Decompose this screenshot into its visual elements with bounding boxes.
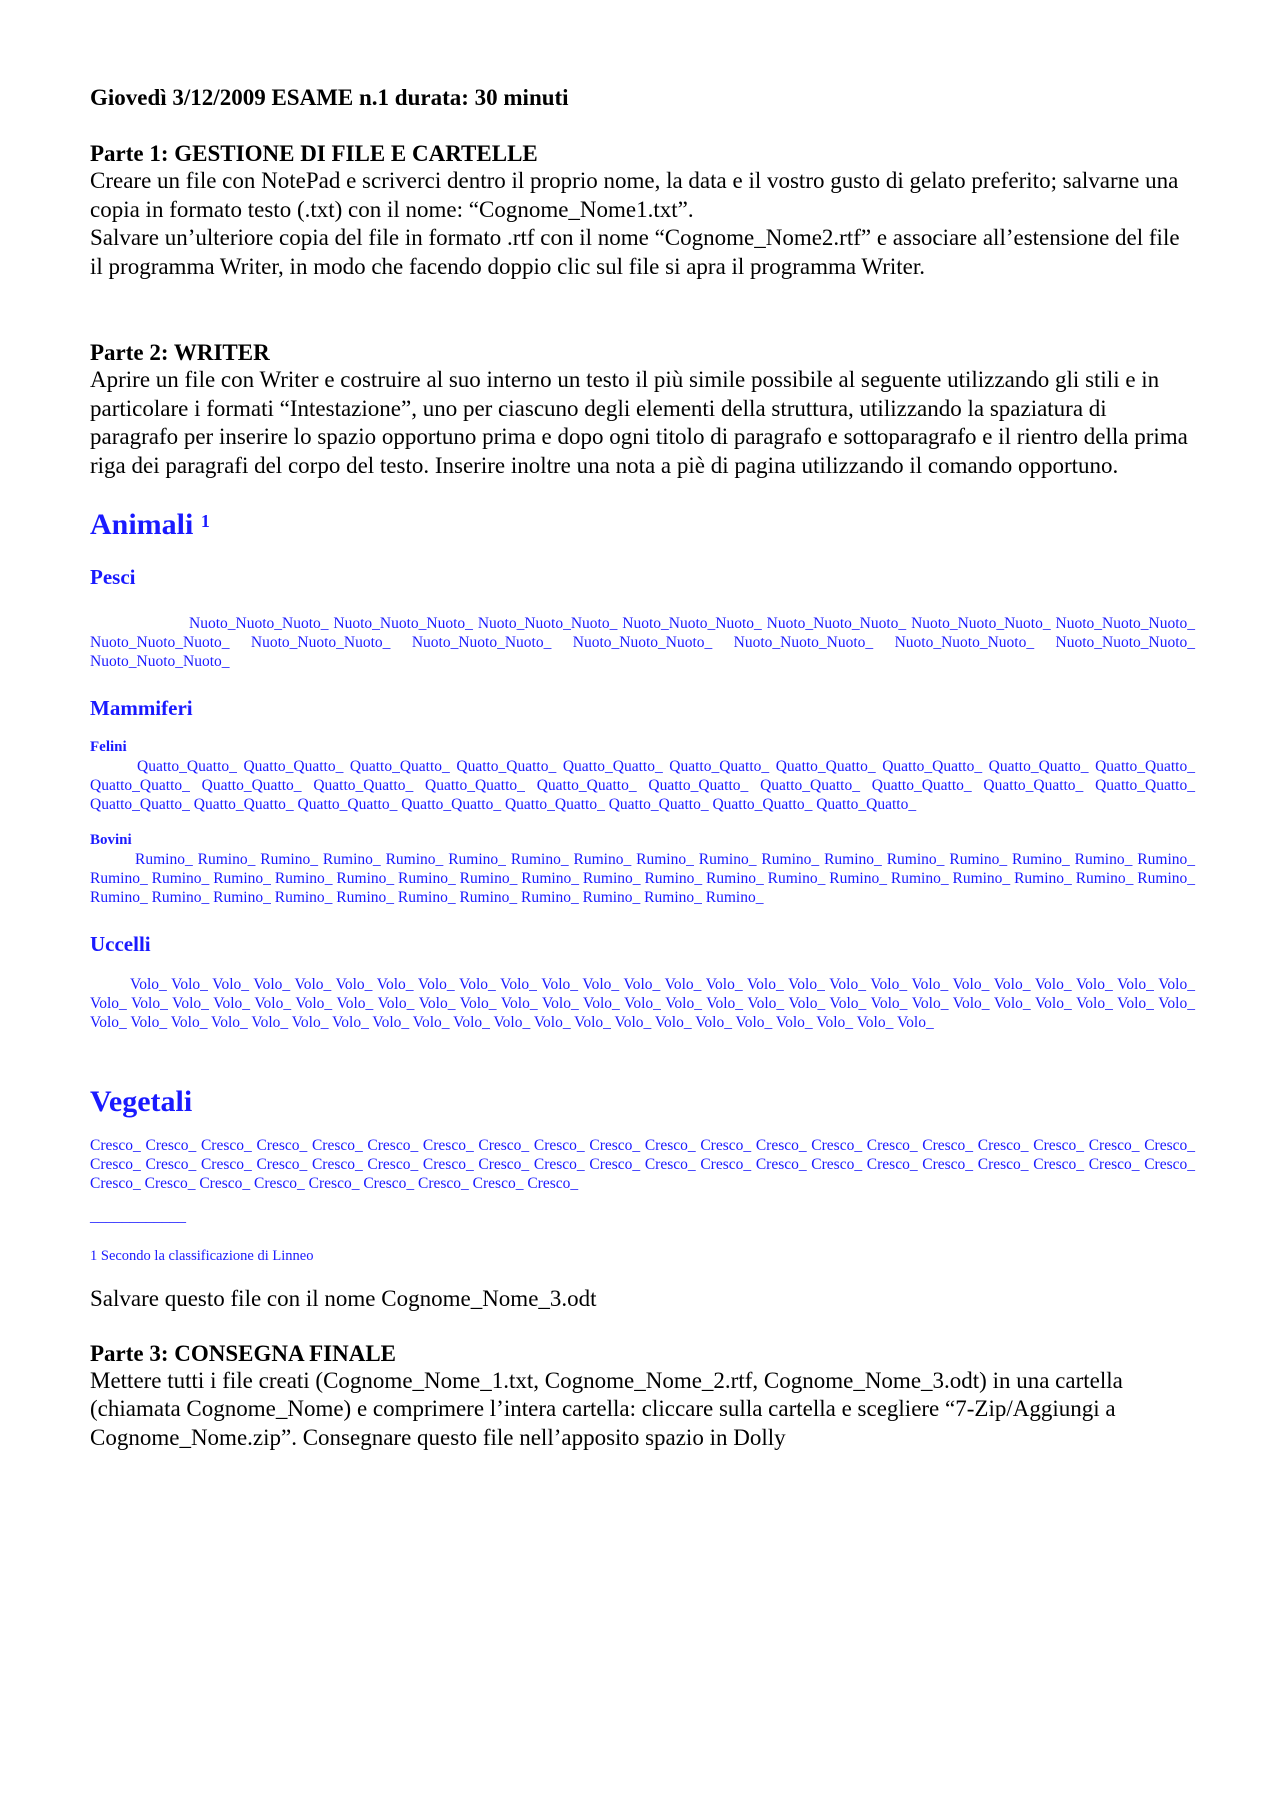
pesci-text: Nuoto_Nuoto_Nuoto_ Nuoto_Nuoto_Nuoto_ Nuoto_Nuoto_Nuoto_ Nuoto_Nuoto_Nuoto_ Nuoto_Nuoto_Nuoto_ Nuoto_Nuoto_Nuoto_ Nuoto_Nuoto_Nuoto_ Nuoto_Nuoto_Nuoto_ Nuoto_Nuoto_Nuoto_ Nuoto_Nuoto_Nuoto_ Nuoto_Nuoto_Nuoto_ Nuoto_Nuoto_Nuoto_ Nuoto_Nuoto_Nuoto_ Nuoto_Nuoto_Nuoto_ Nuoto_Nuoto_Nuoto_ — [90, 615, 1195, 670]
footnote-text: 1 Secondo la classificazione di Linneo — [90, 1248, 314, 1264]
footnote-separator: ____________ — [90, 1208, 186, 1225]
document-page — [90, 84, 1195, 1452]
footnote-ref: 1 — [200, 511, 210, 531]
part3-heading: Parte 3: CONSEGNA FINALE — [90, 1340, 397, 1366]
heading-pesci: Pesci — [90, 565, 136, 589]
heading-felini: Felini — [90, 739, 127, 755]
part2-paragraph: Aprire un file con Writer e costruire al suo interno un testo il più simile possibile al seguente utilizzando gli stili e in particolare i formati “Intestazione”, uno per ciascuno degli elementi della struttura, utilizzando la spaziatura di paragrafo per inserire lo spazio opportuno prima e dopo ogni titolo di paragrafo e sottoparagrafo e il rientro della prima riga dei paragrafi del corpo del testo. Inserire inoltre una nota a piè di pagina utilizzando il comando opportuno. — [90, 367, 1188, 478]
part1-paragraph-2: Salvare un’ulteriore copia del file in formato .rtf con il nome “Cognome_Nome2.rtf” e associare all’estensione del file il programma Writer, in modo che facendo doppio clic sul file si apra il programma Writer. — [90, 225, 1180, 279]
heading-bovini: Bovini — [90, 832, 132, 848]
part1-heading: Parte 1: GESTIONE DI FILE E CARTELLE — [90, 141, 538, 166]
bovini-text: Rumino_ Rumino_ Rumino_ Rumino_ Rumino_ Rumino_ Rumino_ Rumino_ Rumino_ Rumino_ Rumino_ Rumino_ Rumino_ Rumino_ Rumino_ Rumino_ Rumino_ Rumino_ Rumino_ Rumino_ Rumino_ Rumino_ Rumino_ Rumino_ Rumino_ Rumino_ Rumino_ Rumino_ Rumino_ Rumino_ Rumino_ Rumino_ Rumino_ Rumino_ Rumino_ Rumino_ Rumino_ Rumino_ Rumino_ Rumino_ Rumino_ Rumino_ Rumino_ Rumino_ Rumino_ Rumino_ — [90, 851, 1195, 906]
uccelli-text: Volo_ Volo_ Volo_ Volo_ Volo_ Volo_ Volo_ Volo_ Volo_ Volo_ Volo_ Volo_ Volo_ Volo_ Volo_ Volo_ Volo_ Volo_ Volo_ Volo_ Volo_ Volo_ Volo_ Volo_ Volo_ Volo_ Volo_ Volo_ Volo_ Volo_ Volo_ Volo_ Volo_ Volo_ Volo_ Volo_ Volo_ Volo_ Volo_ Volo_ Volo_ Volo_ Volo_ Volo_ Volo_ Volo_ Volo_ Volo_ Volo_ Volo_ Volo_ Volo_ Volo_ Volo_ Volo_ Volo_ Volo_ Volo_ Volo_ Volo_ Volo_ Volo_ Volo_ Volo_ Volo_ Volo_ Volo_ Volo_ Volo_ Volo_ Volo_ Volo_ Volo_ Volo_ — [90, 976, 1195, 1031]
vegetali-text: Cresco_ Cresco_ Cresco_ Cresco_ Cresco_ Cresco_ Cresco_ Cresco_ Cresco_ Cresco_ Cresco_ Cresco_ Cresco_ Cresco_ Cresco_ Cresco_ Cresco_ Cresco_ Cresco_ Cresco_ Cresco_ Cresco_ Cresco_ Cresco_ Cresco_ Cresco_ Cresco_ Cresco_ Cresco_ Cresco_ Cresco_ Cresco_ Cresco_ Cresco_ Cresco_ Cresco_ Cresco_ Cresco_ Cresco_ Cresco_ Cresco_ Cresco_ Cresco_ Cresco_ Cresco_ Cresco_ Cresco_ Cresco_ Cresco_ — [90, 1137, 1195, 1192]
part3-paragraph: Mettere tutti i file creati (Cognome_Nome_1.txt, Cognome_Nome_2.rtf, Cognome_Nome_3.odt) in una cartella (chiamata Cognome_Nome) e comprimere l’intera cartella: cliccare sulla cartella e scegliere “7-Zip/Aggiungi a Cognome_Nome.zip”. Consegnare questo file nell’apposito spazio in Dolly — [90, 1367, 1123, 1450]
exam-title: Giovedì 3/12/2009 ESAME n.1 durata: 30 minuti — [90, 85, 569, 110]
felini-text: Quatto_Quatto_ Quatto_Quatto_ Quatto_Quatto_ Quatto_Quatto_ Quatto_Quatto_ Quatto_Quatto_ Quatto_Quatto_ Quatto_Quatto_ Quatto_Quatto_ Quatto_Quatto_ Quatto_Quatto_ Quatto_Quatto_ Quatto_Quatto_ Quatto_Quatto_ Quatto_Quatto_ Quatto_Quatto_ Quatto_Quatto_ Quatto_Quatto_ Quatto_Quatto_ Quatto_Quatto_ Quatto_Quatto_ Quatto_Quatto_ Quatto_Quatto_ Quatto_Quatto_ Quatto_Quatto_ Quatto_Quatto_ Quatto_Quatto_ Quatto_Quatto_ — [90, 758, 1195, 813]
heading-animali — [90, 507, 1195, 543]
part1-paragraph-1: Creare un file con NotePad e scriverci dentro il proprio nome, la data e il vostro gusto di gelato preferito; salvarne una copia in formato testo (.txt) con il nome: “Cognome_Nome1.txt”. — [90, 168, 1179, 222]
heading-mammiferi: Mammiferi — [90, 696, 193, 720]
heading-uccelli: Uccelli — [90, 932, 151, 956]
part2-heading: Parte 2: WRITER — [90, 340, 270, 365]
heading-vegetali: Vegetali — [90, 1085, 193, 1118]
heading-animali-text: Animali — [90, 508, 194, 541]
save-instruction: Salvare questo file con il nome Cognome_Nome_3.odt — [90, 1286, 597, 1311]
